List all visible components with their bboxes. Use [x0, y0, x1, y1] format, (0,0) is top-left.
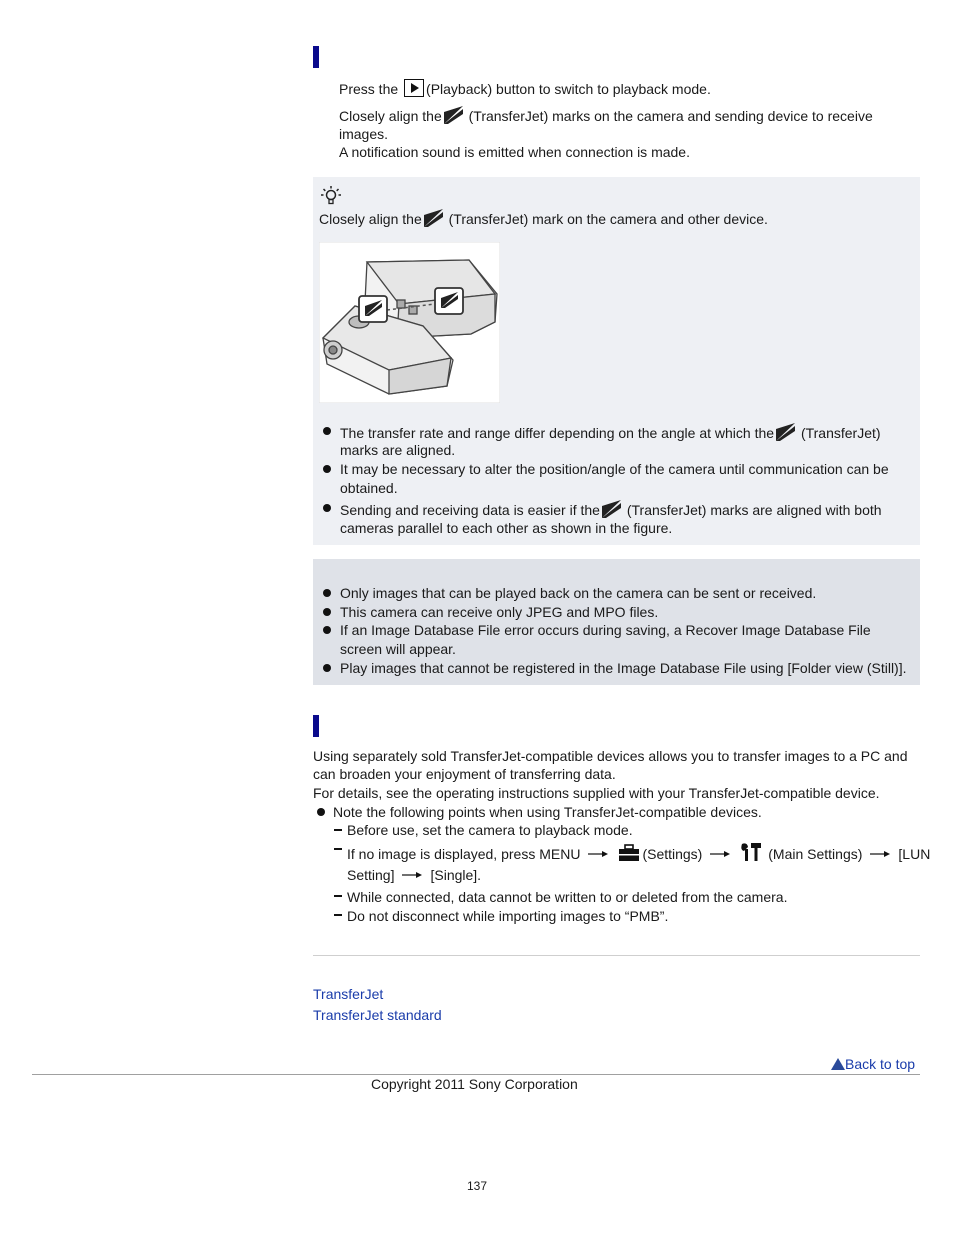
bullet-dot [323, 589, 331, 597]
section2-sub1: Before use, set the camera to playback mode. [347, 822, 633, 838]
step-align-line2: images. [339, 126, 389, 142]
bullet-dot [323, 465, 331, 473]
dash-marker [334, 895, 342, 897]
dash-marker [334, 848, 342, 850]
bullet-dot [317, 808, 325, 816]
note-3-line2: screen will appear. [340, 641, 456, 657]
link-transferjet-standard[interactable]: TransferJet standard [313, 1007, 442, 1023]
arrow-right-icon [710, 849, 730, 859]
arrow-right-icon [870, 849, 890, 859]
bullet-dot [323, 664, 331, 672]
step-press-playback: Press the (Playback) button to switch to playback mode. [339, 81, 711, 97]
back-to-top-link[interactable]: Back to top [831, 1055, 915, 1073]
bullet-dot [323, 608, 331, 616]
arrow-right-icon [588, 849, 608, 859]
section2-paragraph-line2: can broaden your enjoyment of transferring data. [313, 766, 616, 782]
triangle-up-icon [831, 1058, 845, 1070]
section2-sub2-line2: Setting] [Single]. [347, 867, 482, 883]
section2-sub4: Do not disconnect while importing images to “PMB”. [347, 908, 669, 924]
hint-bullet-3-line2: cameras parallel to each other as shown in the figure. [340, 520, 673, 536]
section2-sub2: If no image is displayed, press MENU (Settings) (Main Settings) [LUN [347, 842, 930, 863]
note-3: If an Image Database File error occurs during saving, a Recover Image Database File [340, 622, 871, 638]
hint-align-text: Closely align the (TransferJet) mark on the camera and other device. [319, 211, 768, 227]
page-number: 137 [467, 1179, 488, 1193]
lightbulb-hint-icon [320, 185, 342, 207]
hint-bullet-2: It may be necessary to alter the position/angle of the camera until communication can be [340, 461, 889, 477]
hint-bullet-1: The transfer rate and range differ depending on the angle at which the (TransferJet) [340, 425, 881, 441]
transferjet-mark-icon [602, 500, 621, 518]
bullet-dot [323, 626, 331, 634]
transferjet-mark-icon [424, 209, 443, 227]
section2-sub3: While connected, data cannot be written to or deleted from the camera. [347, 889, 788, 905]
section-marker-2 [313, 715, 319, 737]
note-1: Only images that can be played back on the camera can be sent or received. [340, 585, 817, 601]
section-marker-1 [313, 46, 319, 68]
section2-paragraph-line3: For details, see the operating instructions supplied with your TransferJet-compatible device. [313, 785, 880, 801]
transferjet-mark-icon [776, 423, 795, 441]
divider [313, 955, 920, 956]
hint-bullet-3: Sending and receiving data is easier if the (TransferJet) marks are aligned with both [340, 502, 882, 518]
copyright-text: Copyright 2011 Sony Corporation [371, 1076, 578, 1092]
notification-text: A notification sound is emitted when connection is made. [339, 144, 690, 160]
step-align-marks: Closely align the (TransferJet) marks on the camera and sending device to receive [339, 108, 873, 124]
main-settings-tools-icon [740, 842, 762, 862]
section2-paragraph-line1: Using separately sold TransferJet-compatible devices allows you to transfer images to a PC and [313, 748, 908, 764]
hint-bullet-2-line2: obtained. [340, 480, 398, 496]
two-cameras-figure [319, 242, 500, 403]
note-4: Play images that cannot be registered in the Image Database File using [Folder view (Still)]. [340, 660, 907, 676]
section2-bullet: Note the following points when using TransferJet-compatible devices. [333, 804, 762, 820]
settings-toolbox-icon [618, 844, 640, 862]
bullet-dot [323, 504, 331, 512]
transferjet-mark-icon [444, 106, 463, 124]
playback-icon [404, 79, 424, 97]
dash-marker [334, 914, 342, 916]
note-2: This camera can receive only JPEG and MPO files. [340, 604, 659, 620]
bullet-dot [323, 427, 331, 435]
hint-bullet-1-line2: marks are aligned. [340, 442, 456, 458]
arrow-right-icon [402, 870, 422, 880]
link-transferjet[interactable]: TransferJet [313, 986, 384, 1002]
dash-marker [334, 829, 342, 831]
